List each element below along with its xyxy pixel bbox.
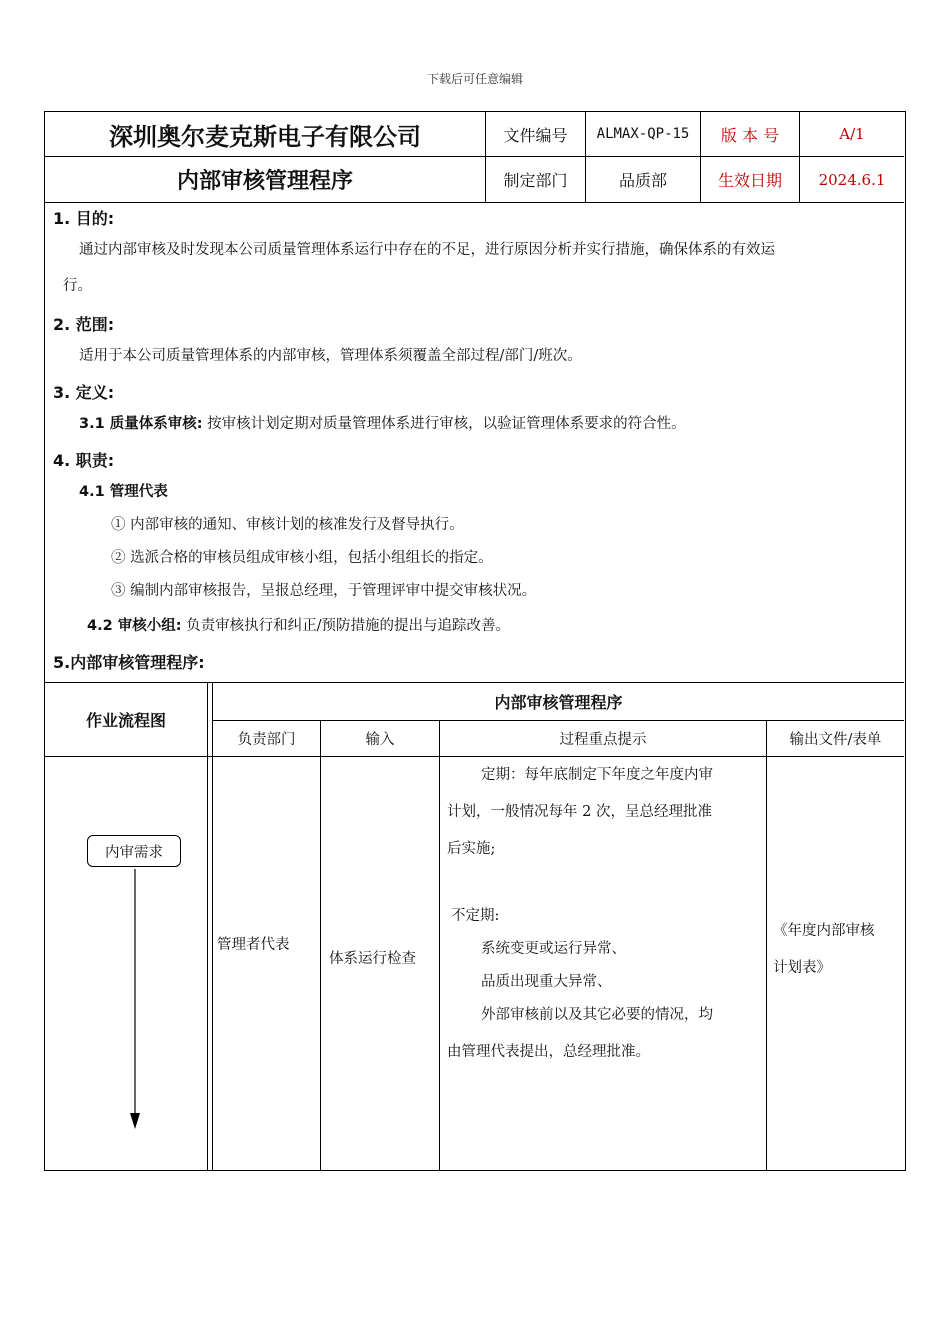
column-header-dept: 负责部门: [237, 732, 296, 748]
section-2-title: 2. 范围:: [53, 315, 115, 334]
process-line: 系统变更或运行异常、: [481, 941, 626, 957]
process-line: 计划，一般情况每年 2 次，呈总经理批准: [447, 804, 712, 820]
process-line: 不定期:: [451, 908, 500, 924]
definition-3-1-label: 3.1 质量体系审核:: [79, 416, 203, 432]
row-dept: 管理者代表: [217, 937, 290, 953]
process-line: 定期：每年底制定下年度之年度内审: [481, 767, 713, 783]
procedure-header: 内部审核管理程序: [494, 693, 623, 712]
section-1-text-cont: 行。: [63, 278, 92, 294]
process-line: 后实施;: [447, 841, 496, 857]
top-note: 下载后可任意编辑: [426, 72, 523, 86]
duty-4-1-item: ③ 编制内部审核报告，呈报总经理，于管理评审中提交审核状况。: [111, 583, 537, 599]
effective-date: 2024.6.1: [818, 170, 886, 189]
company-name: 深圳奥尔麦克斯电子有限公司: [109, 122, 421, 151]
flow-arrow: [129, 869, 141, 1131]
version: A/1: [839, 125, 865, 143]
duty-4-1-label: 4.1 管理代表: [79, 484, 168, 500]
output-line: 《年度内部审核: [773, 923, 875, 939]
column-header-process: 过程重点提示: [559, 732, 647, 748]
row-input: 体系运行检查: [329, 951, 416, 967]
process-line: 品质出现重大异常、: [481, 974, 612, 990]
duty-4-2-text: 负责审核执行和纠正/预防措施的提出与追踪改善。: [186, 618, 511, 634]
procedure-title: 内部审核管理程序: [176, 169, 353, 194]
process-line: 由管理代表提出，总经理批准。: [447, 1044, 650, 1060]
flow-node-audit-demand: 内审需求: [87, 835, 181, 867]
section-5-title: 5.内部审核管理程序:: [53, 653, 205, 672]
document-header: [45, 112, 904, 203]
duty-4-1-item: ② 选派合格的审核员组成审核小组，包括小组组长的指定。: [111, 550, 493, 566]
column-header-input: 输入: [365, 732, 395, 748]
procedure-table: [45, 682, 904, 1171]
output-line: 计划表》: [773, 960, 831, 976]
dept: 品质部: [618, 171, 667, 190]
row-process: [447, 757, 763, 1071]
duty-4-2-label: 4.2 审核小组:: [87, 618, 182, 634]
doc-no-label: 文件编号: [503, 125, 568, 145]
row-output: [773, 913, 903, 987]
process-line: 外部审核前以及其它必要的情况，均: [481, 1007, 713, 1023]
section-2-text: 适用于本公司质量管理体系的内部审核，管理体系须覆盖全部过程/部门/班次。: [79, 348, 582, 364]
column-header-output: 输出文件/表单: [789, 732, 882, 748]
section-1-title: 1. 目的:: [53, 209, 115, 228]
effective-label: 生效日期: [717, 171, 782, 190]
section-4-title: 4. 职责:: [53, 451, 115, 470]
version-label: 版 本 号: [720, 125, 780, 145]
section-1-text: 通过内部审核及时发现本公司质量管理体系运行中存在的不足，进行原因分析并实行措施，确保体系的有效运: [79, 242, 775, 258]
document-frame: [44, 111, 906, 1171]
section-3-title: 3. 定义:: [53, 383, 115, 402]
doc-no: ALMAX-QP-15: [596, 126, 690, 142]
definition-3-1-text: 按审核计划定期对质量管理体系进行审核，以验证管理体系要求的符合性。: [207, 416, 686, 432]
duty-4-1-item: ① 内部审核的通知、审核计划的核准发行及督导执行。: [111, 517, 464, 533]
flow-chart-header: 作业流程图: [85, 711, 166, 730]
dept-label: 制定部门: [503, 171, 568, 190]
